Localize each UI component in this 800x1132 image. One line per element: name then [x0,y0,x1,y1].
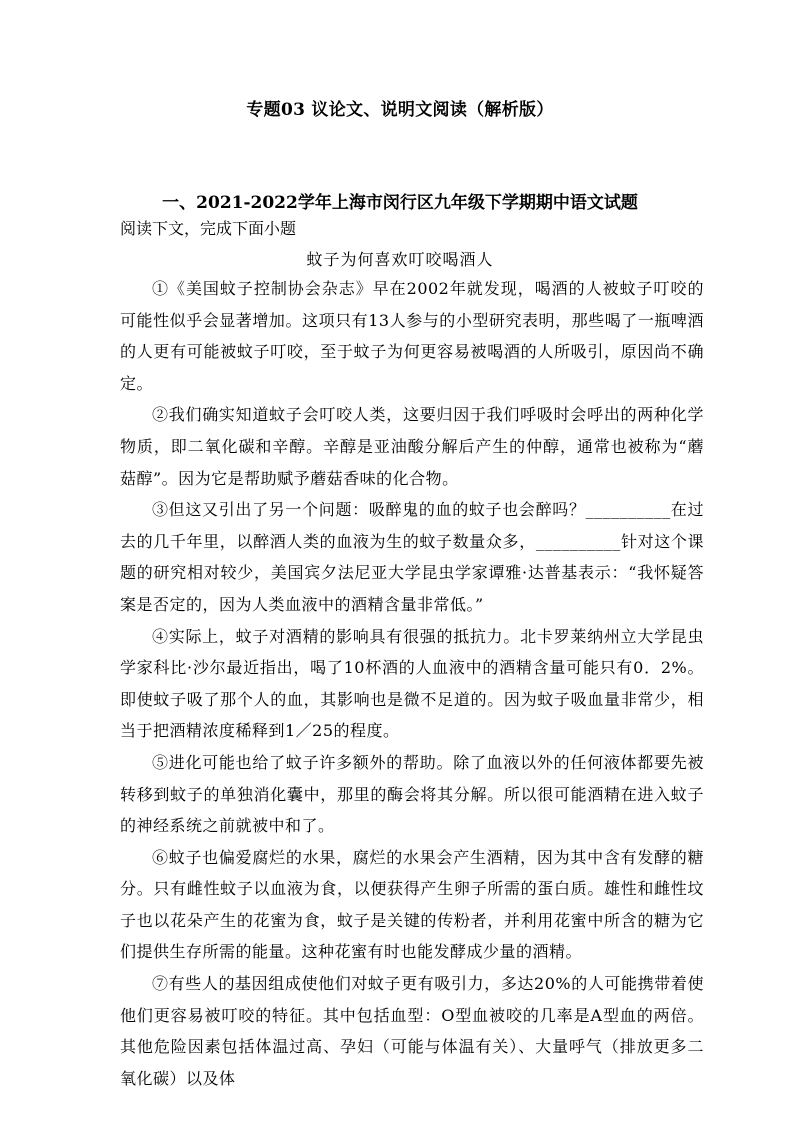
reading-instruction: 阅读下文，完成下面小题 [120,219,297,238]
article-body [120,273,704,1094]
paragraph-3: ③但这又引出了另一个问题：吸醉鬼的血的蚊子也会醉吗？__________在过去的几千年里，以醉酒人类的血液为生的蚊子数量众多，__________针对这个课题的研究相对较少，美国宾夕法尼亚大学昆虫学家谭雅·达普基表示：“我怀疑答案是否定的，因为人类血液中的酒精含量非常低。” [120,500,704,614]
document-title: 专题03 议论文、说明文阅读（解析版） [246,100,554,120]
paragraph-4: ④实际上，蚊子对酒精的影响具有很强的抵抗力。北卡罗莱纳州立大学昆虫学家科比·沙尔最近指出，喝了10杯酒的人血液中的酒精含量可能只有0．2%。即使蚊子吸了那个人的血，其影响也是微不足道的。因为蚊子吸血量非常少，相当于把酒精浓度稀释到1／25的程度。 [120,626,704,741]
article-title: 蚊子为何喜欢叮咬喝酒人 [306,250,494,269]
paragraph-5: ⑤进化可能也给了蚊子许多额外的帮助。除了血液以外的任何液体都要先被转移到蚊子的单独消化囊中，那里的酶会将其分解。所以很可能酒精在进入蚊子的神经系统之前就被中和了。 [120,752,704,836]
paragraph-2: ②我们确实知道蚊子会叮咬人类，这要归因于我们呼吸时会呼出的两种化学物质，即二氧化碳和辛醇。辛醇是亚油酸分解后产生的仲醇，通常也被称为“蘑菇醇”。因为它是帮助赋予蘑菇香味的化合物。 [120,405,704,488]
section-heading: 一、2021-2022学年上海市闵行区九年级下学期期中语文试题 [162,193,638,213]
paragraph-1: ①《美国蚊子控制协会杂志》早在2002年就发现，喝酒的人被蚊子叮咬的可能性似乎会显著增加。这项只有13人参与的小型研究表明，那些喝了一瓶啤酒的人更有可能被蚊子叮咬，至于蚊子为何更容易被喝酒的人所吸引，原因尚不确定。 [120,279,704,393]
paragraph-6: ⑥蚊子也偏爱腐烂的水果，腐烂的水果会产生酒精，因为其中含有发酵的糖分。只有雌性蚊子以血液为食，以便获得产生卵子所需的蛋白质。雄性和雌性坟子也以花朵产生的花蜜为食，蚊子是关键的传粉者，并利用花蜜中所含的糖为它们提供生存所需的能量。这种花蜜有时也能发酵成少量的酒精。 [120,847,704,962]
paragraph-7: ⑦有些人的基因组成使他们对蚊子更有吸引力，多达20%的人可能携带着使他们更容易被叮咬的特征。其中包括血型：O型血被咬的几率是A型血的两倍。其他危险因素包括体温过高、孕妇（可能与体温有关）、大量呼气（排放更多二氧化碳）以及体 [120,974,704,1088]
